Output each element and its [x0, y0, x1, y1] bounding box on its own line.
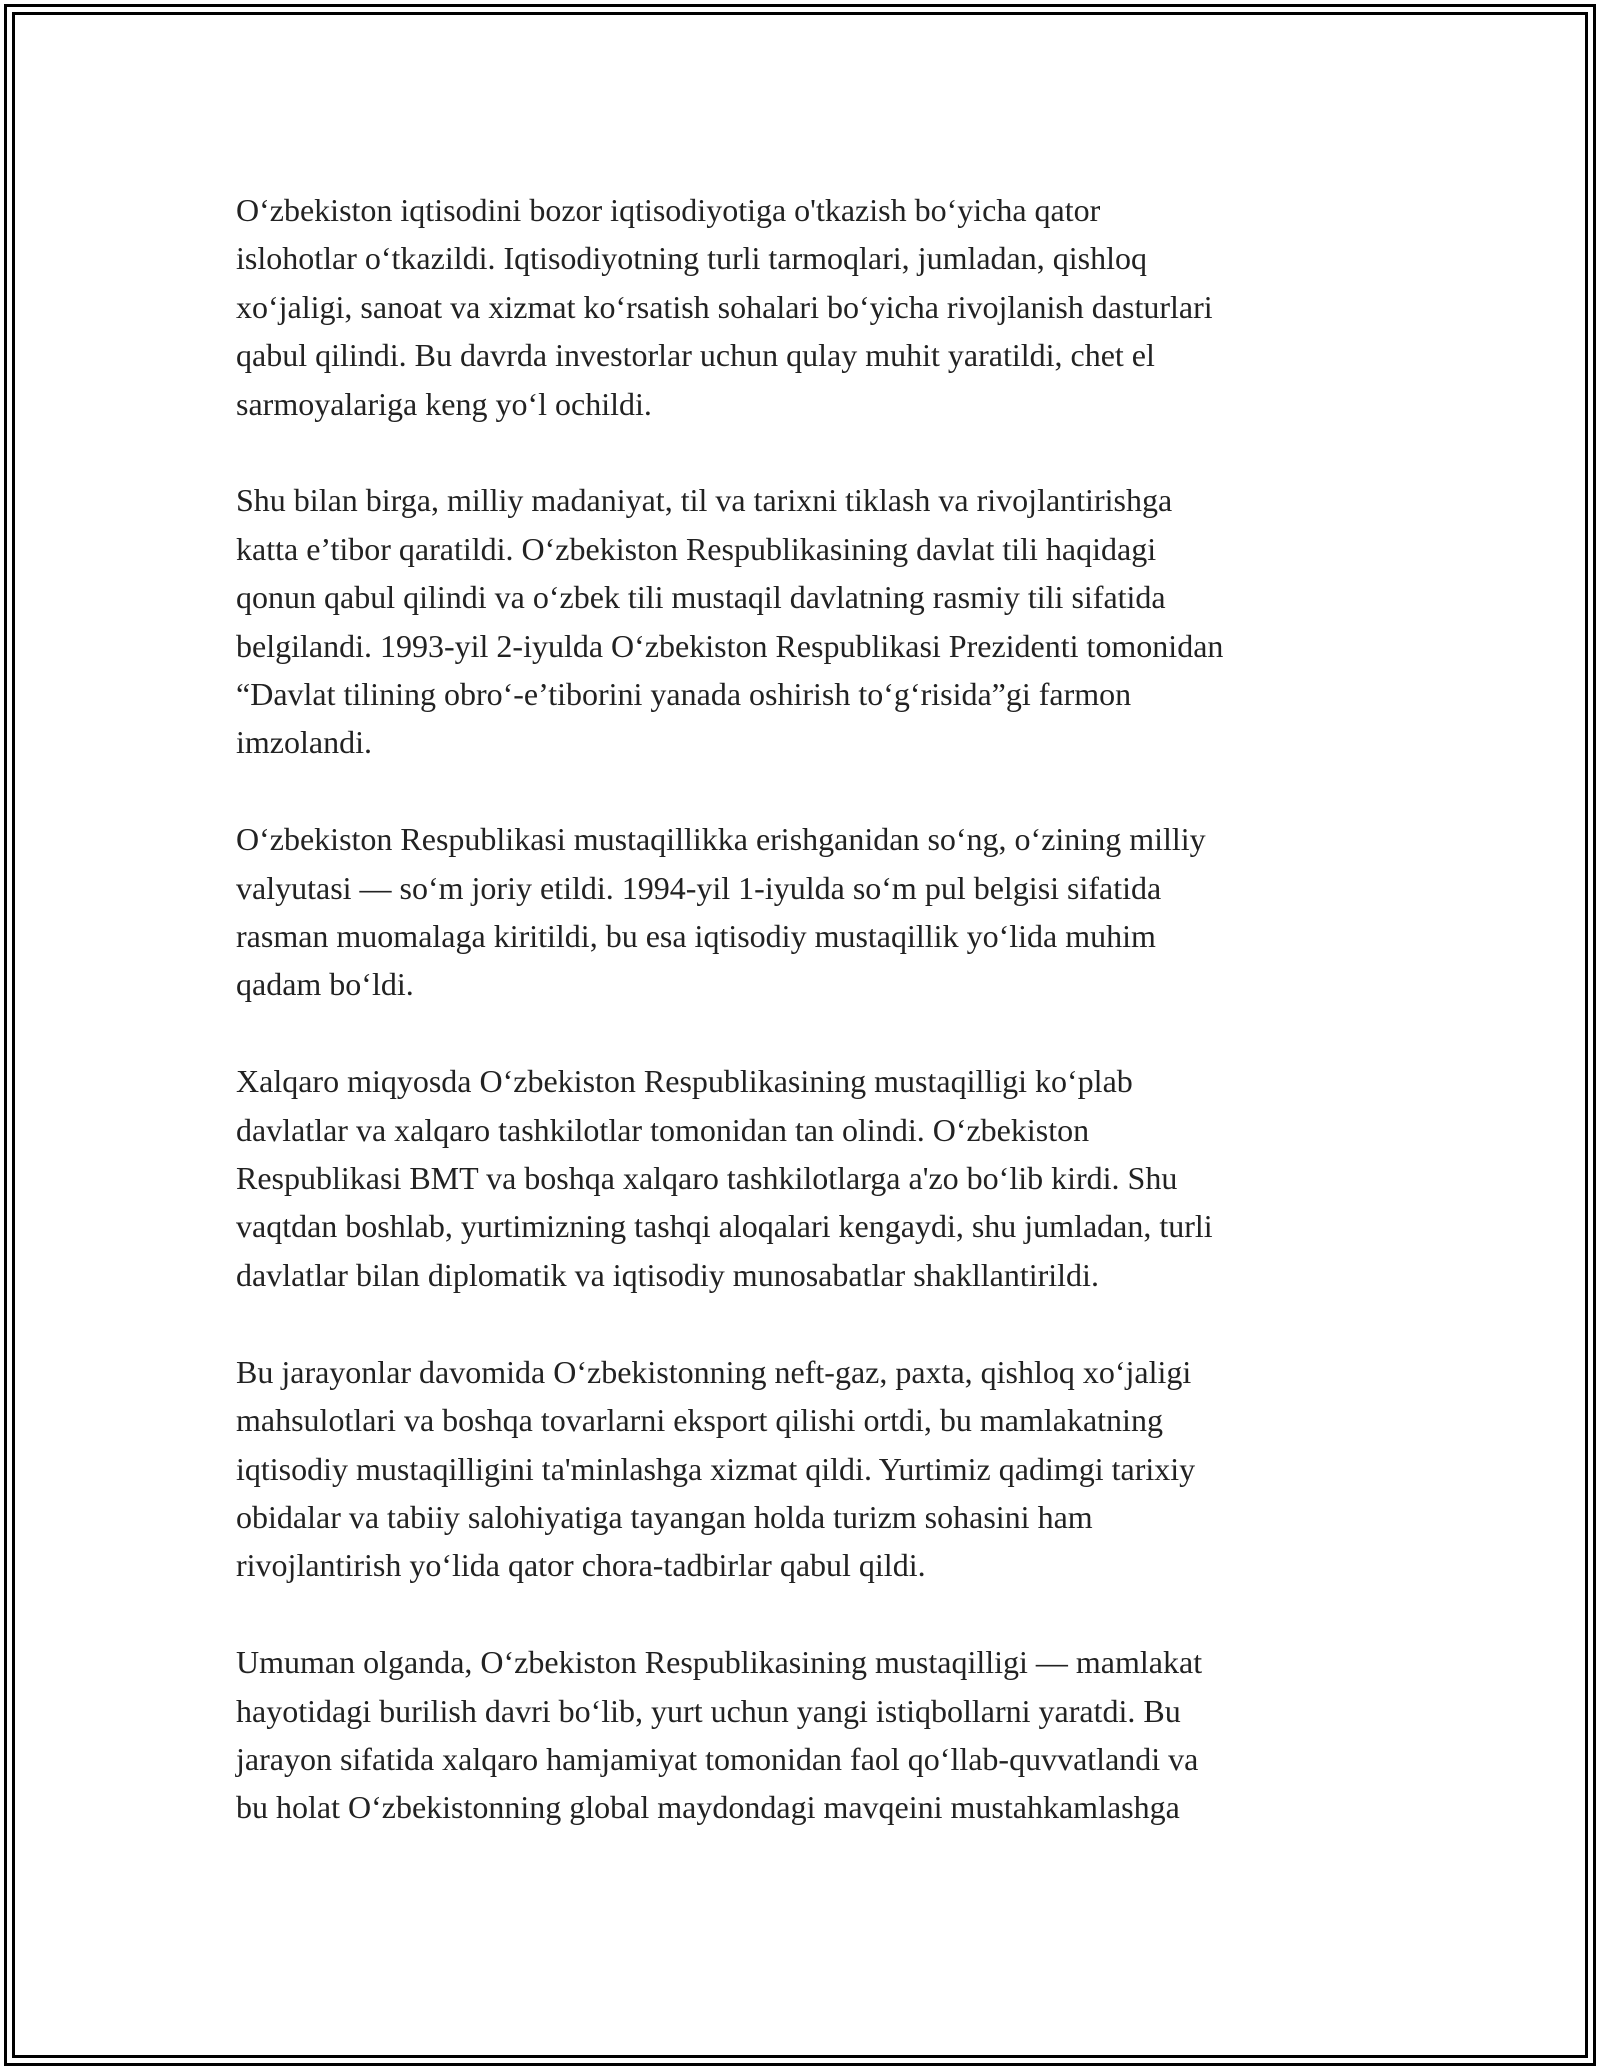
- document-body: [236, 186, 1386, 1832]
- paragraph-national-currency: O‘zbekiston Respublikasi mustaqillikka erishganidan so‘ng, o‘zining milliy valyutasi — so‘m joriy etildi. 1994-yil 1-iyulda so‘m pul belgisi sifatida rasman muomalaga kiritildi, bu esa iqtisodiy mustaqillik yo‘lida muhim qadam bo‘ldi.: [236, 821, 1206, 1003]
- paragraph-economic-reforms: O‘zbekiston iqtisodini bozor iqtisodiyotiga o'tkazish bo‘yicha qator islohotlar o‘tkazildi. Iqtisodiyotning turli tarmoqlari, jumladan, qishloq xo‘jaligi, sanoat va xizmat ko‘rsatish sohalari bo‘yicha rivojlanish dasturlari qabul qilindi. Bu davrda investorlar uchun qulay muhit yaratildi, chet el sarmoyalariga keng yo‘l ochildi.: [236, 192, 1213, 422]
- paragraph-national-culture: Shu bilan birga, milliy madaniyat, til va tarixni tiklash va rivojlantirishga katta e’tibor qaratildi. O‘zbekiston Respublikasining davlat tili haqidagi qonun qabul qilindi va o‘zbek tili mustaqil davlatning rasmiy tili sifatida belgilandi. 1993-yil 2-iyulda O‘zbekiston Respublikasi Prezidenti tomonidan “Davlat tilining obro‘-e’tiborini yanada oshirish to‘g‘risida”gi farmon imzolandi.: [236, 482, 1224, 761]
- paragraph-exports-tourism: Bu jarayonlar davomida O‘zbekistonning neft-gaz, paxta, qishloq xo‘jaligi mahsulotlari va boshqa tovarlarni eksport qilishi ortdi, bu mamlakatning iqtisodiy mustaqilligini ta'minlashga xizmat qildi. Yurtimiz qadimgi tarixiy obidalar va tabiiy salohiyatiga tayangan holda turizm sohasini ham rivojlantirish yo‘lida qator chora-tadbirlar qabul qildi.: [236, 1353, 1196, 1584]
- paragraph-international-recognition: Xalqaro miqyosda O‘zbekiston Respublikasining mustaqilligi ko‘plab davlatlar va xalqaro tashkilotlar tomonidan tan olindi. O‘zbekiston Respublikasi BMT va boshqa xalqaro tashkilotlarga a'zo bo‘lib kirdi. Shu vaqtdan boshlab, yurtimizning tashqi aloqalari kengaydi, shu jumladan, turli davlatlar bilan diplomatik va iqtisodiy munosabatlar shakllantirildi.: [236, 1063, 1213, 1293]
- paragraph-conclusion: Umuman olganda, O‘zbekiston Respublikasining mustaqilligi — mamlakat hayotidagi burilish davri bo‘lib, yurt uchun yangi istiqbollarni yaratdi. Bu jarayon sifatida xalqaro hamjamiyat tomonidan faol qo‘llab-quvvatlandi va bu holat O‘zbekistonning global maydondagi mavqeini mustahkamlashga: [236, 1644, 1203, 1826]
